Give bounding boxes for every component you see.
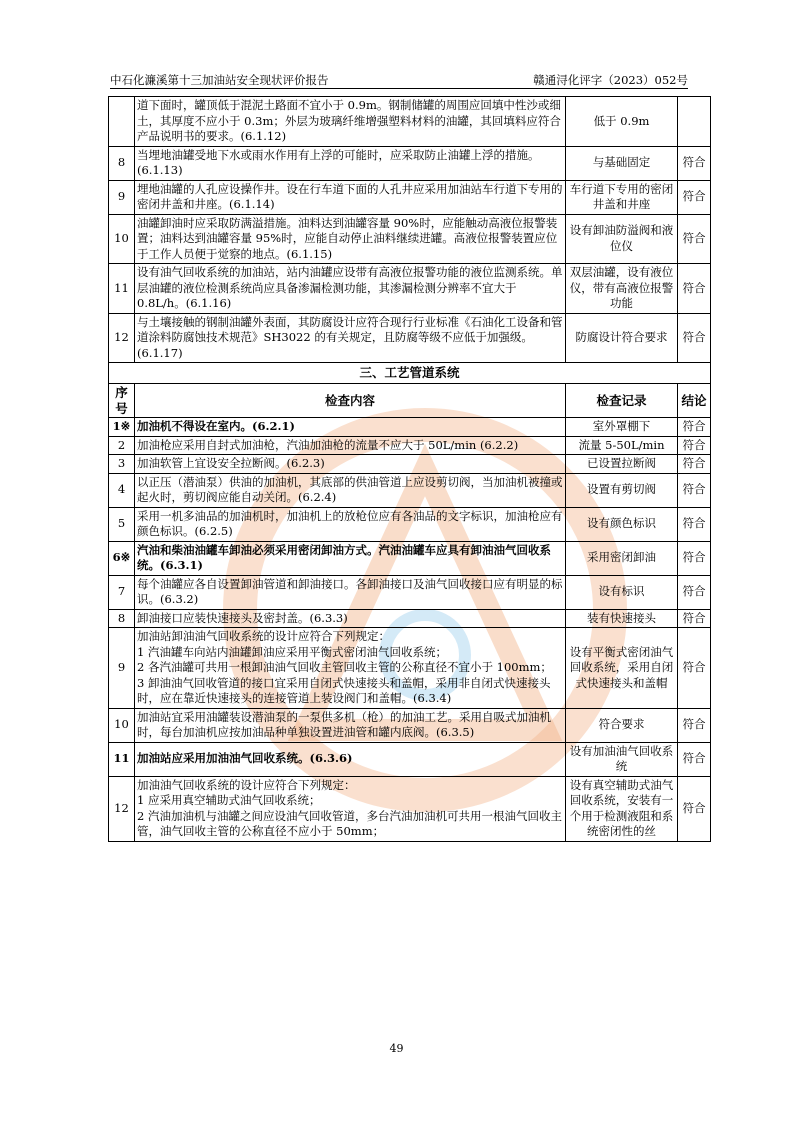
row-check-content: 以正压（潜油泵）供油的加油机，其底部的供油管道上应设剪切阀，当加油机被撞或起火时，剪切阀应能自动关闭。(6.2.4) xyxy=(135,473,566,507)
row-check-record: 设有平衡式密闭油气回收系统，采用自闭式快速接头和盖帽 xyxy=(566,628,678,709)
row-check-content: 油罐卸油时应采取防满溢措施。油料达到油罐容量 90%时，应能触动高液位报警装置；油料达到油罐容量 95%时，应能自动停止油料继续进罐。高液位报警装置应位于工作人员便于觉察的地点。(6.1.15) xyxy=(135,214,566,264)
row-check-content: 加油枪应采用自封式加油枪，汽油加油枪的流量不应大于 50L/min (6.2.2) xyxy=(135,436,566,455)
row-check-content: 埋地油罐的人孔应设操作井。设在行车道下面的人孔井应采用加油站车行道下专用的密闭井盖和井座。(6.1.14) xyxy=(135,180,566,214)
row-number: 7 xyxy=(109,575,135,609)
row-conclusion: 符合 xyxy=(678,436,711,455)
row-check-record: 双层油罐，设有液位仪，带有高液位报警功能 xyxy=(566,264,678,314)
row-number: 11 xyxy=(109,742,135,776)
row-conclusion xyxy=(678,97,711,147)
table-row xyxy=(109,418,711,437)
table-row xyxy=(109,473,711,507)
tank-checks-continued xyxy=(109,97,711,363)
row-conclusion: 符合 xyxy=(678,507,711,541)
row-check-content: 当埋地油罐受地下水或雨水作用有上浮的可能时，应采取防止油罐上浮的措施。(6.1.13) xyxy=(135,146,566,180)
row-conclusion: 符合 xyxy=(678,146,711,180)
row-number: 10 xyxy=(109,708,135,742)
row-number: 11 xyxy=(109,264,135,314)
row-number: 5 xyxy=(109,507,135,541)
row-check-content: 设有油气回收系统的加油站，站内油罐应设带有高液位报警功能的液位监测系统。单层油罐的液位检测系统尚应具备渗漏检测功能，其渗漏检测分辨率不宜大于 0.8L/h。(6.1.16) xyxy=(135,264,566,314)
row-conclusion: 符合 xyxy=(678,541,711,575)
row-check-record: 流量 5-50L/min xyxy=(566,436,678,455)
row-check-content: 加油机不得设在室内。(6.2.1) xyxy=(135,418,566,437)
header-report-number: 赣通浔化评字（2023）052号 xyxy=(533,73,688,87)
row-number: 10 xyxy=(109,214,135,264)
table-row xyxy=(109,507,711,541)
safety-checklist-table xyxy=(108,96,711,842)
row-check-content: 加油站卸油油气回收系统的设计应符合下列规定： 1 汽油罐车向站内油罐卸油应采用平衡式密闭油气回收系统； 2 各汽油罐可共用一根卸油油气回收主管回收主管的公称直径不宜小于 100mm； 3 卸油油气回收管道的接口宜采用自闭式快速接头和盖帽，采用非自闭式快速接头时，应在靠近快速接头的连接管道上装设阀门和盖帽。(6.3.4) xyxy=(135,628,566,709)
column-header-row xyxy=(109,384,711,418)
row-check-content: 加油油气回收系统的设计应符合下列规定： 1 应采用真空辅助式油气回收系统； 2 汽油加油机与油罐之间应设油气回收管道，多台汽油加油机可共用一根油气回收主管，油气回收主管的公称直径不应小于 50mm； xyxy=(135,776,566,841)
row-check-content: 采用一机多油品的加油机时，加油机上的放枪位应有各油品的文字标识，加油枪应有颜色标识。(6.2.5) xyxy=(135,507,566,541)
row-number: 12 xyxy=(109,313,135,363)
table-row xyxy=(109,180,711,214)
row-check-record: 设有真空辅助式油气回收系统，安装有一个用于检测液阻和系统密闭性的丝 xyxy=(566,776,678,841)
row-check-record: 装有快速接头 xyxy=(566,609,678,628)
col-header-result: 结论 xyxy=(678,384,711,418)
header-report-title: 中石化濂溪第十三加油站安全现状评价报告 xyxy=(110,73,329,87)
row-check-record: 采用密闭卸油 xyxy=(566,541,678,575)
table-row xyxy=(109,264,711,314)
row-conclusion: 符合 xyxy=(678,575,711,609)
row-check-record: 设有标识 xyxy=(566,575,678,609)
row-check-record: 设有加油油气回收系统 xyxy=(566,742,678,776)
row-number xyxy=(109,97,135,147)
row-conclusion: 符合 xyxy=(678,742,711,776)
row-conclusion: 符合 xyxy=(678,708,711,742)
table-row xyxy=(109,455,711,474)
table-row xyxy=(109,776,711,841)
row-number: 6※ xyxy=(109,541,135,575)
row-check-content: 汽油和柴油油罐车卸油必须采用密闭卸油方式。汽油油罐车应具有卸油油气回收系统。(6.3.1) xyxy=(135,541,566,575)
section-title: 三、工艺管道系统 xyxy=(109,363,711,384)
row-check-content: 加油软管上宜设安全拉断阀。(6.2.3) xyxy=(135,455,566,474)
row-number: 12 xyxy=(109,776,135,841)
row-conclusion: 符合 xyxy=(678,473,711,507)
row-check-content: 与土壤接触的钢制油罐外表面，其防腐设计应符合现行行业标准《石油化工设备和管道涂料防腐蚀技术规范》SH3022 的有关规定，且防腐等级不应低于加强级。(6.1.17) xyxy=(135,313,566,363)
table-row xyxy=(109,313,711,363)
row-conclusion: 符合 xyxy=(678,609,711,628)
row-check-content: 加油站应采用加油油气回收系统。(6.3.6) xyxy=(135,742,566,776)
row-check-record: 与基础固定 xyxy=(566,146,678,180)
table-row xyxy=(109,742,711,776)
table-row xyxy=(109,436,711,455)
section-title-row xyxy=(109,363,711,384)
row-conclusion: 符合 xyxy=(678,776,711,841)
page-header xyxy=(110,70,688,89)
row-number: 4 xyxy=(109,473,135,507)
pipeline-checks xyxy=(109,418,711,842)
row-check-record: 车行道下专用的密闭井盖和井座 xyxy=(566,180,678,214)
col-header-no: 序号 xyxy=(109,384,135,418)
row-check-content: 每个油罐应各自设置卸油管道和卸油接口。各卸油接口及油气回收接口应有明显的标识。(6.3.2) xyxy=(135,575,566,609)
section-header xyxy=(109,363,711,418)
table-row xyxy=(109,609,711,628)
page-number: 49 xyxy=(389,1042,404,1055)
row-conclusion: 符合 xyxy=(678,180,711,214)
row-check-record: 防腐设计符合要求 xyxy=(566,313,678,363)
row-check-record: 设置有剪切阀 xyxy=(566,473,678,507)
table-row xyxy=(109,708,711,742)
row-number: 9 xyxy=(109,628,135,709)
table-row xyxy=(109,97,711,147)
table-row xyxy=(109,575,711,609)
row-check-content: 卸油接口应装快速接头及密封盖。(6.3.3) xyxy=(135,609,566,628)
row-number: 1※ xyxy=(109,418,135,437)
row-number: 3 xyxy=(109,455,135,474)
row-conclusion: 符合 xyxy=(678,628,711,709)
table-row xyxy=(109,214,711,264)
row-check-record: 设有颜色标识 xyxy=(566,507,678,541)
row-check-record: 已设置拉断阀 xyxy=(566,455,678,474)
row-conclusion: 符合 xyxy=(678,214,711,264)
row-number: 8 xyxy=(109,609,135,628)
row-number: 2 xyxy=(109,436,135,455)
table-row xyxy=(109,628,711,709)
row-conclusion: 符合 xyxy=(678,264,711,314)
col-header-record: 检查记录 xyxy=(566,384,678,418)
row-check-content: 道下面时，罐顶低于混泥土路面不宜小于 0.9m。钢制储罐的周围应回填中性沙或细土，其厚度不应小于 0.3m；外层为玻璃纤维增强塑料材料的油罐，其回填料应符合产品说明书的要求。(6.1.12) xyxy=(135,97,566,147)
row-conclusion: 符合 xyxy=(678,313,711,363)
table-row xyxy=(109,541,711,575)
col-header-content: 检查内容 xyxy=(135,384,566,418)
row-number: 8 xyxy=(109,146,135,180)
row-check-record: 符合要求 xyxy=(566,708,678,742)
row-conclusion: 符合 xyxy=(678,455,711,474)
row-check-record: 低于 0.9m xyxy=(566,97,678,147)
table-row xyxy=(109,146,711,180)
row-check-record: 设有卸油防溢阀和液位仪 xyxy=(566,214,678,264)
row-number: 9 xyxy=(109,180,135,214)
row-check-record: 室外罩棚下 xyxy=(566,418,678,437)
row-conclusion: 符合 xyxy=(678,418,711,437)
row-check-content: 加油站宜采用油罐装设潜油泵的一泵供多机（枪）的加油工艺。采用自吸式加油机时，每台加油机应按加油品种单独设置进油管和罐内底阀。(6.3.5) xyxy=(135,708,566,742)
